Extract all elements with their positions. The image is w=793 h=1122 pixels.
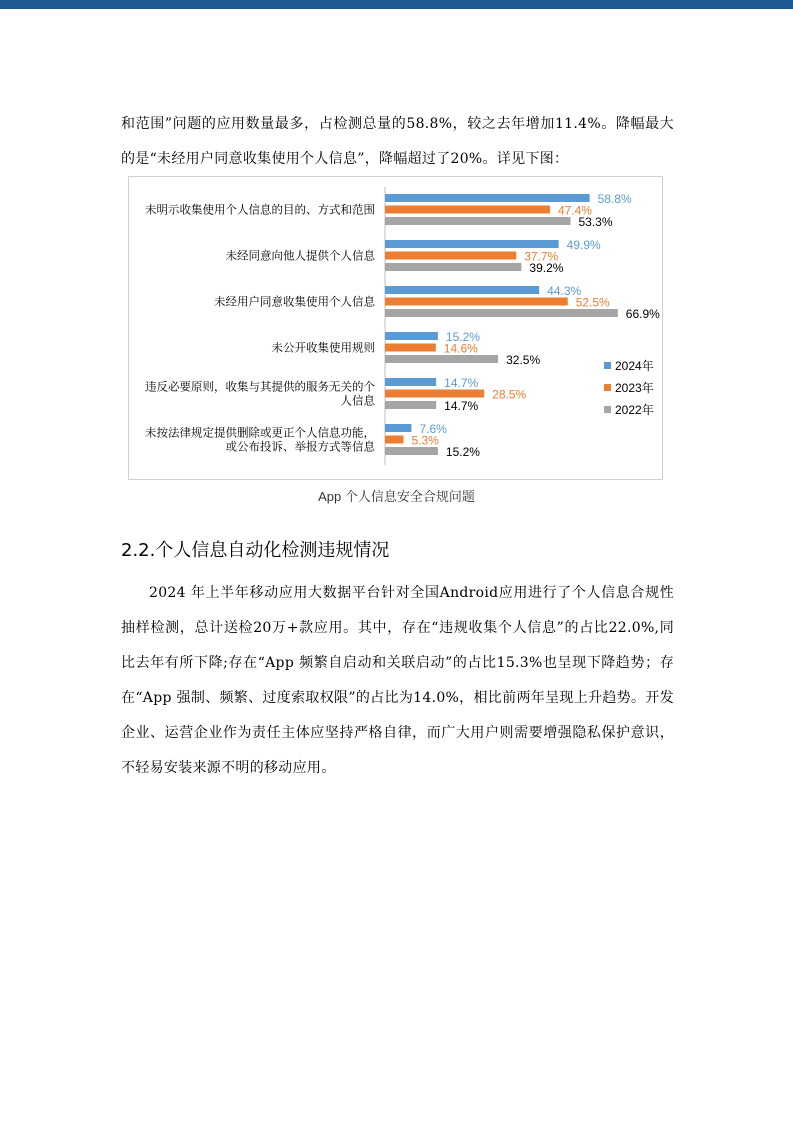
data-label: 14.6% xyxy=(443,341,478,356)
data-label: 52.5% xyxy=(575,295,610,310)
data-label: 7.6% xyxy=(419,422,447,436)
bar-2023年 xyxy=(385,436,403,444)
data-label: 44.3% xyxy=(547,284,582,298)
bar-2024年 xyxy=(385,332,438,340)
data-label: 47.4% xyxy=(557,203,592,218)
category-label: 或公布投诉、举报方式等信息 xyxy=(225,441,375,454)
category-label: 未公开收集使用规则 xyxy=(271,342,375,355)
body-paragraph: 2024 年上半年移动应用大数据平台针对全国Android应用进行了个人信息合规性抽样检测，总计送检20万+款应用。其中，存在“违规收集个人信息”的占比22.0%,同比去年有所下降;存在“App 频繁自启动和关联启动”的占比15.3%也呈现下降趋势；存在“App 强制、频繁、过度索取权限”的占比为14.0%，相比前两年呈现上升趋势。开发企业、运营企业作为责任主体应坚持严格自律，而广大用户则需要增强隐私保护意识，不轻易安装来源不明的移动应用。 xyxy=(121,585,674,776)
legend-swatch-2023 xyxy=(604,384,611,391)
data-label: 14.7% xyxy=(444,376,479,390)
intro-paragraph: 和范围”问题的应用数量最多，占检测总量的58.8%，较之去年增加11.4%。降幅最大的是“未经用户同意收集使用个人信息”，降幅超过了20%。详见下图： xyxy=(121,116,674,167)
bar-2024年 xyxy=(385,286,539,294)
data-label: 32.5% xyxy=(506,353,541,367)
section-heading: 2.2.个人信息自动化检测违规情况 xyxy=(121,540,390,561)
figure-caption: App 个人信息安全合规问题 xyxy=(318,489,475,504)
bar-2024年 xyxy=(385,194,590,202)
chart-legend xyxy=(604,354,654,420)
bar-2023年 xyxy=(385,390,484,398)
data-label: 49.9% xyxy=(566,238,601,252)
legend-swatch-2024 xyxy=(604,362,611,369)
legend-label-2022: 2022年 xyxy=(615,402,654,417)
chart-svg xyxy=(129,177,662,479)
data-label: 39.2% xyxy=(529,261,564,275)
legend-item-2023 xyxy=(604,376,654,398)
category-label: 未按法律规定提供删除或更正个人信息功能， xyxy=(145,427,375,440)
legend-label-2023: 2023年 xyxy=(615,380,654,395)
category-label: 未明示收集使用个人信息的目的、方式和范围 xyxy=(145,204,375,217)
category-label: 违反必要原则，收集与其提供的服务无关的个 xyxy=(145,381,375,394)
top-accent-bar xyxy=(0,0,793,9)
bar-2023年 xyxy=(385,344,436,352)
category-label: 未经用户同意收集使用个人信息 xyxy=(214,296,375,309)
data-label: 37.7% xyxy=(524,249,559,264)
category-label: 人信息 xyxy=(340,395,375,408)
bar-2022年 xyxy=(385,263,521,271)
data-label: 14.7% xyxy=(444,399,479,413)
data-label: 15.2% xyxy=(445,445,480,459)
data-label: 53.3% xyxy=(578,215,613,229)
bar-2023年 xyxy=(385,206,550,214)
data-label: 66.9% xyxy=(625,307,660,321)
data-label: 5.3% xyxy=(411,433,439,448)
category-label: 未经同意向他人提供个人信息 xyxy=(225,250,375,263)
data-label: 58.8% xyxy=(597,192,632,206)
bar-2022年 xyxy=(385,401,436,409)
bar-2024年 xyxy=(385,424,411,432)
bar-2022年 xyxy=(385,447,438,455)
bar-2024年 xyxy=(385,378,436,386)
legend-item-2024 xyxy=(604,354,654,376)
bar-2022年 xyxy=(385,217,570,225)
legend-item-2022 xyxy=(604,398,654,420)
data-label: 15.2% xyxy=(445,330,480,344)
bar-2023年 xyxy=(385,298,568,306)
legend-swatch-2022 xyxy=(604,406,611,413)
bar-2022年 xyxy=(385,355,498,363)
data-label: 28.5% xyxy=(492,387,527,402)
bar-2024年 xyxy=(385,240,559,248)
compliance-bar-chart xyxy=(128,176,663,480)
legend-label-2024: 2024年 xyxy=(615,358,654,373)
bar-2022年 xyxy=(385,309,618,317)
bar-2023年 xyxy=(385,252,516,260)
